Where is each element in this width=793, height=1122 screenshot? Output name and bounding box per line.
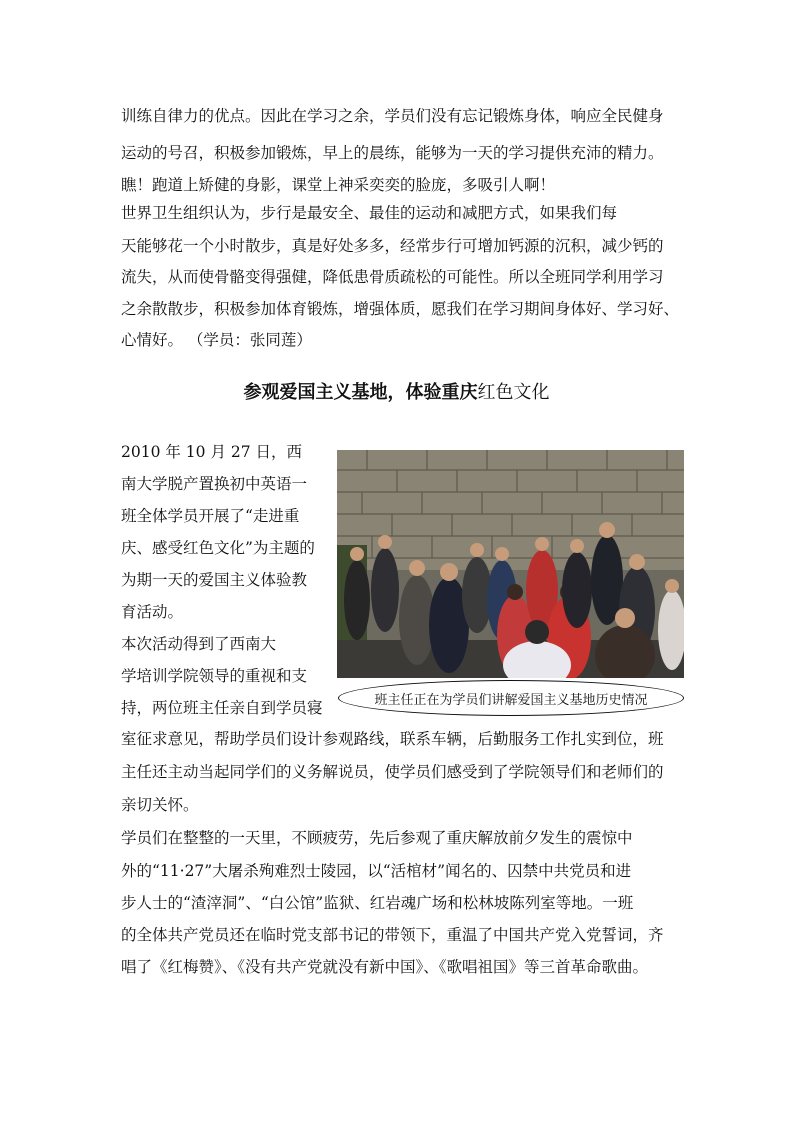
text-line: 训练自律力的优点。因此在学习之余，学员们没有忘记锻炼身体，响应全民健身 <box>121 107 664 125</box>
text-line: 本次活动得到了西南大 <box>121 635 277 653</box>
text-line: 学培训学院领导的重视和支 <box>121 667 308 685</box>
article-title <box>0 381 793 405</box>
photo-caption: 班主任正在为学员们讲解爱国主义基地历史情况 <box>338 680 684 716</box>
text-line: 庆、感受红色文化”为主题的 <box>121 539 315 557</box>
group-photo <box>337 450 684 678</box>
text-line: 班全体学员开展了“走进重 <box>121 507 300 525</box>
text-line: 持，两位班主任亲自到学员寝 <box>121 699 323 717</box>
text-line: 之余散散步，积极参加体育锻炼，增强体质，愿我们在学习期间身体好、学习好、 <box>121 300 680 318</box>
text-line: 流失，从而使骨骼变得强健，降低患骨质疏松的可能性。所以全班同学利用学习 <box>121 268 664 286</box>
article-title-bold: 参观爱国主义基地，体验重庆 <box>243 382 478 403</box>
text-line: 的全体共产党员还在临时党支部书记的带领下，重温了中国共产党入党誓词，齐 <box>121 926 664 944</box>
text-line: 运动的号召，积极参加锻炼，早上的晨练，能够为一天的学习提供充沛的精力。 <box>121 144 664 162</box>
text-line: 世界卫生组织认为，步行是最安全、最佳的运动和减肥方式，如果我们每 <box>121 204 618 222</box>
text-line: 为期一天的爱国主义体验教 <box>121 571 308 589</box>
text-line: 亲切关怀。 <box>121 796 199 814</box>
text-line: 主任还主动当起同学们的义务解说员，使学员们感受到了学院领导们和老师们的 <box>121 763 664 781</box>
text-line: 天能够花一个小时散步，真是好处多多，经常步行可增加钙源的沉积，减少钙的 <box>121 237 664 255</box>
text-line: 育活动。 <box>121 603 184 621</box>
text-line: 唱了《红梅赞》、《没有共产党就没有新中国》、《歌唱祖国》等三首革命歌曲。 <box>121 958 649 976</box>
text-line: 南大学脱产置换初中英语一 <box>121 475 308 493</box>
article-title-light: 红色文化 <box>477 382 550 403</box>
text-line: 学员们在整整的一天里，不顾疲劳，先后参观了重庆解放前夕发生的震惊中 <box>121 829 633 847</box>
text-line: 室征求意见，帮助学员们设计参观路线，联系车辆，后勤服务工作扎实到位，班 <box>121 730 664 748</box>
text-line: 外的“11·27”大屠杀殉难烈士陵园，以“活棺材”闻名的、囚禁中共党员和进 <box>121 862 632 880</box>
text-line: 心情好。 （学员：张同莲） <box>121 331 312 349</box>
text-line: 2010 年 10 月 27 日，西 <box>121 443 303 461</box>
text-line: 步人士的“渣滓洞”、“白公馆”监狱、红岩魂广场和松林坡陈列室等地。一班 <box>121 894 634 912</box>
text-line: 瞧！跑道上矫健的身影，课堂上神采奕奕的脸庞，多吸引人啊！ <box>121 176 556 194</box>
